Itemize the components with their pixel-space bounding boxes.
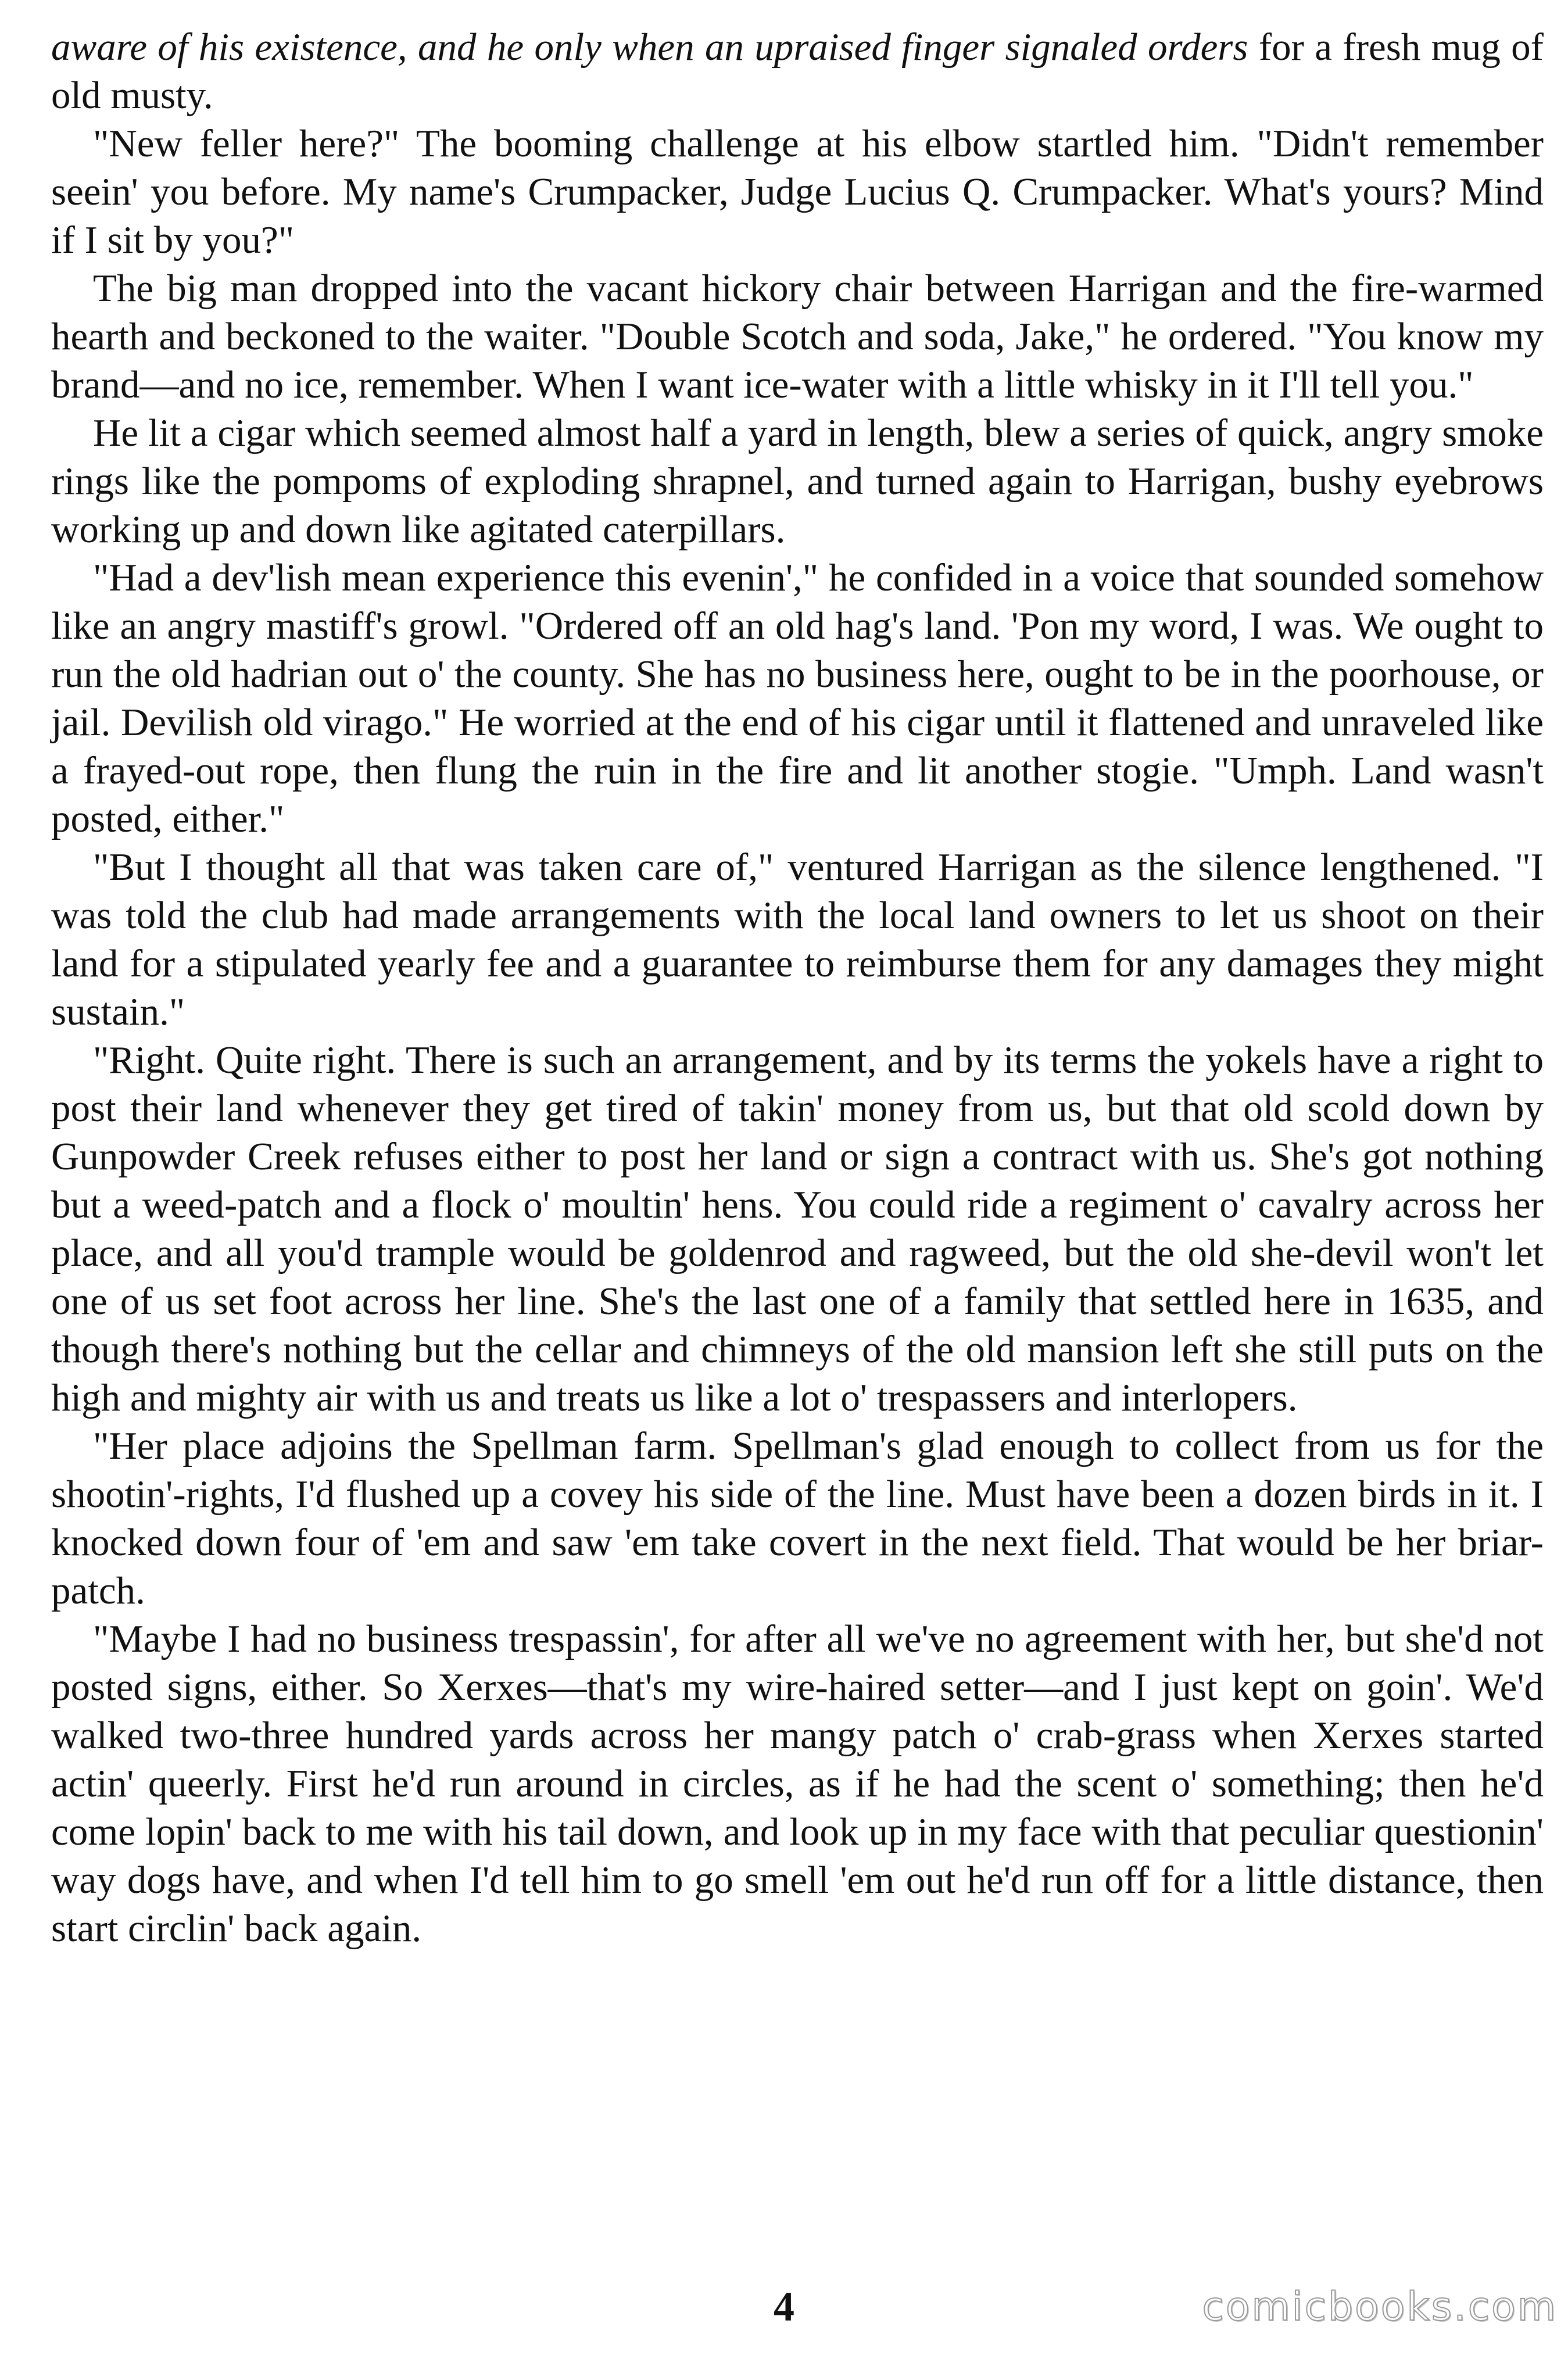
opening-italic-text: aware of his existence, and he only when an upraised finger signaled orders	[51, 26, 1248, 69]
paragraph: He lit a cigar which seemed almost half a yard in length, blew a series of quick, angry smoke rings like the pompoms of exploding shrapnel, and turned again to Harrigan, bushy eyebrows working up and down like agitated caterpillars.	[51, 411, 1544, 551]
paragraph: "Her place adjoins the Spellman farm. Spellman's glad enough to collect from us for the shootin'-rights, I'd flushed up a covey his side of the line. Must have been a dozen birds in it. I knocked down four of 'em and saw 'em take covert in the next field. That would be her briar-patch.	[51, 1424, 1544, 1612]
paragraph: The big man dropped into the vacant hickory chair between Harrigan and the fire-warmed hearth and beckoned to the waiter. "Double Scotch and soda, Jake," he ordered. "You know my brand—and no ice, remember. When I want ice-water with a little whisky in it I'll tell you."	[51, 267, 1544, 406]
opening-text: for a fresh mug of old musty.	[51, 26, 1544, 117]
paragraph: "Maybe I had no business trespassin', for after all we've no agreement with her, but she'd not posted signs, either. So Xerxes—that's my wire-haired setter—and I just kept on goin'. We'd walked two-three hundred yards across her mangy patch o' crab-grass when Xerxes started actin' queerly. First he'd run around in circles, as if he had the scent o' something; then he'd come lopin' back to me with his tail down, and look up in my face with that peculiar questionin' way dogs have, and when I'd tell him to go smell 'em out he'd run off for a little distance, then start circlin' back again.	[51, 1617, 1544, 1950]
paragraph: "But I thought all that was taken care of," ventured Harrigan as the silence lengthened. "I was told the club had made arrangements with the local land owners to let us shoot on their land for a stipulated yearly fee and a guarantee to reimburse them for any damages they might sustain."	[51, 846, 1544, 1033]
paragraph: "New feller here?" The booming challenge at his elbow startled him. "Didn't remember seein' you before. My name's Crumpacker, Judge Lucius Q. Crumpacker. What's yours? Mind if I sit by you?"	[51, 122, 1544, 262]
page-number: 4	[774, 2283, 794, 2330]
paragraph-opening	[51, 23, 1544, 120]
paragraph: "Had a dev'lish mean experience this evenin'," he confided in a voice that sounded somehow like an angry mastiff's growl. "Ordered off an old hag's land. 'Pon my word, I was. We ought to run the old hadrian out o' the county. She has no business here, ought to be in the poorhouse, or jail. Devilish old virago." He worried at the end of his cigar until it flattened and unraveled like a frayed-out rope, then flung the ruin in the fire and lit another stogie. "Umph. Land wasn't posted, either."	[51, 556, 1544, 840]
paragraph: "Right. Quite right. There is such an arrangement, and by its terms the yokels have a right to post their land whenever they get tired of takin' money from us, but that old scold down by Gunpowder Creek refuses either to post her land or sign a contract with us. She's got nothing but a weed-patch and a flock o' moultin' hens. You could ride a regiment o' cavalry across her place, and all you'd trample would be goldenrod and ragweed, but the old she-devil won't let one of us set foot across her line. She's the last one of a family that settled here in 1635, and though there's nothing but the cellar and chimneys of the old mansion left she still puts on the high and mighty air with us and treats us like a lot o' trespassers and interlopers.	[51, 1039, 1544, 1419]
watermark-logo: comicbooks.com	[1202, 2284, 1558, 2330]
story-page	[51, 23, 1544, 1953]
